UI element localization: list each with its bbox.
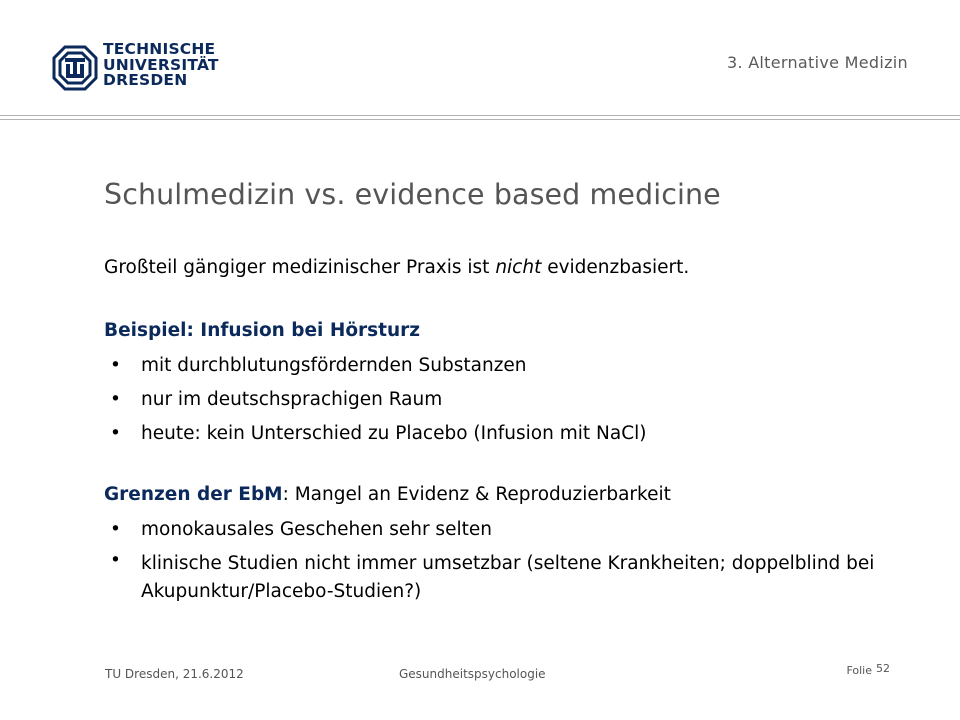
limits-heading: Grenzen der EbM [104, 484, 283, 505]
limits-bullet-list [104, 513, 924, 606]
intro-text: evidenzbasiert. [541, 257, 690, 278]
university-wordmark [103, 42, 219, 89]
slide-number [846, 662, 890, 677]
bullet-icon: • [110, 423, 121, 444]
list-item [104, 417, 924, 451]
section-title: 3. Alternative Medizin [726, 53, 908, 72]
list-item [104, 349, 924, 383]
logo-line: DRESDEN [103, 71, 188, 89]
slide-body [104, 250, 924, 606]
bullet-icon: • [110, 519, 121, 540]
intro-text: Großteil gängiger medizinischer Praxis ist [104, 257, 496, 278]
list-item [104, 547, 924, 606]
footer-course: Gesundheitspsychologie [399, 667, 546, 681]
intro-line [104, 250, 924, 287]
bullet-icon: • [110, 550, 121, 571]
tu-dresden-logo-icon [52, 45, 98, 91]
list-item [104, 513, 924, 547]
list-item [104, 383, 924, 417]
slide-title: Schulmedizin vs. evidence based medicine [104, 178, 721, 211]
header-divider [0, 115, 960, 116]
slide-number-value: 52 [876, 662, 890, 675]
limits-heading-rest: : Mangel an Evidenz & Reproduzierbarkeit [282, 484, 671, 505]
spacer [104, 451, 924, 477]
footer-date: TU Dresden, 21.6.2012 [105, 667, 244, 681]
list-item-text: monokausales Geschehen sehr selten [141, 519, 492, 540]
logo-line: TECHNISCHE [103, 40, 216, 58]
list-item-text: mit durchblutungsfördernden Substanzen [141, 355, 527, 376]
logo-line: UNIVERSITÄT [103, 55, 219, 74]
list-item-text: heute: kein Unterschied zu Placebo (Infusion mit NaCl) [141, 423, 647, 444]
intro-emphasis: nicht [495, 257, 542, 278]
slide-number-label: Folie [846, 664, 872, 677]
spacer [104, 287, 924, 313]
example-bullet-list [104, 349, 924, 451]
bullet-icon: • [110, 389, 121, 410]
example-heading: Beispiel: Infusion bei Hörsturz [104, 320, 421, 341]
header-divider [0, 119, 960, 120]
list-item-text: klinische Studien nicht immer umsetzbar (seltene Krankheiten; doppelblind bei Akupunktur/Placebo-Studien?) [141, 553, 875, 602]
bullet-icon: • [110, 355, 121, 376]
university-logo [52, 40, 219, 96]
list-item-text: nur im deutschsprachigen Raum [141, 389, 443, 410]
limits-heading-line [104, 477, 924, 513]
